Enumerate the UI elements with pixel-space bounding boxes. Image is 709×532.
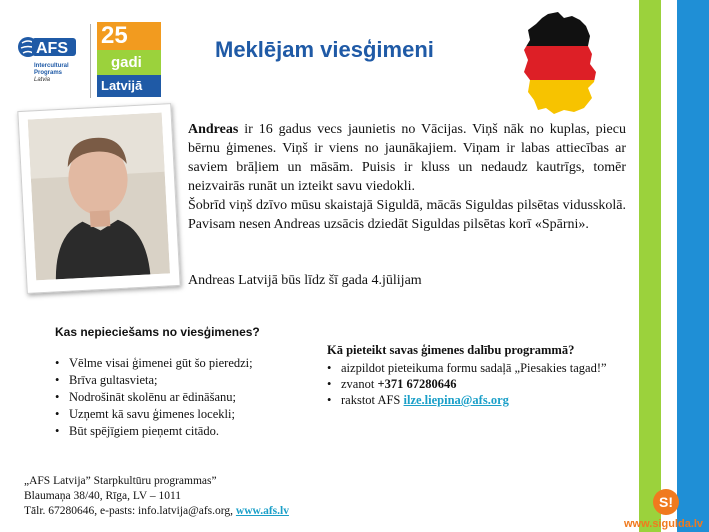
phone-number: +371 67280646: [377, 377, 457, 391]
afs-logo-line: Intercultural: [34, 63, 69, 69]
afs-logo-line: Programs: [34, 70, 63, 76]
stay-until: Andreas Latvijā būs līdz šī gada 4.jūlijam: [188, 273, 422, 288]
footer-contact: [24, 474, 289, 519]
footer-contacts: [24, 504, 289, 519]
sigulda-logo-icon: S!: [653, 489, 679, 515]
afs-globe-icon: [18, 33, 82, 61]
email-link[interactable]: ilze.liepina@afs.org: [403, 393, 509, 407]
email-prefix: rakstot AFS: [341, 393, 404, 407]
footer-org: „AFS Latvija” Starpkultūru programmas”: [24, 475, 217, 487]
svg-text:AFS: AFS: [36, 40, 68, 57]
list-item: [327, 376, 627, 392]
badge-number: 25: [97, 22, 161, 50]
anniversary-badge: [97, 22, 161, 100]
phone-prefix: zvanot: [341, 377, 378, 391]
list-item: • Brīva gultasvieta;: [55, 372, 315, 389]
list-item: • Uzņemt kā savu ģimenes locekli;: [55, 406, 315, 423]
footer-address: Blaumaņa 38/40, Rīga, LV – 1011: [24, 490, 182, 502]
page-title: Meklējam viesģimeni: [215, 37, 434, 62]
bio-paragraph: Šobrīd viņš dzīvo mūsu skaistajā Siguldā, mācās Siguldas pilsētas vidusskolā. Pavisam nesen Andreas uzsācis dziedāt Siguldas pilsētas korī «Spārni».: [188, 198, 626, 232]
sigulda-url[interactable]: www.sigulda.lv: [624, 518, 704, 530]
student-photo: [17, 103, 180, 294]
requirements-title: Kas nepieciešams no viesģimenes?: [55, 325, 260, 339]
afs-logo: [18, 33, 90, 95]
list-item: [327, 392, 627, 408]
footer-phone-email: Tālr. 67280646, e-pasts: info.latvija@afs.org,: [24, 505, 236, 517]
apply-list: [327, 360, 627, 408]
list-item: • Vēlme visai ģimenei gūt šo pieredzi;: [55, 355, 315, 372]
bio-paragraph: [188, 120, 626, 196]
website-link[interactable]: www.afs.lv: [235, 505, 289, 517]
decorative-stripe-green: [639, 0, 661, 532]
list-item: • aizpildot pieteikuma formu sadaļā „Piesakies tagad!”: [327, 360, 627, 376]
requirements-section: [55, 325, 315, 440]
badge-country: Latvijā: [97, 75, 161, 97]
apply-section: [327, 343, 627, 408]
decorative-stripe-blue: [677, 0, 709, 532]
bio-text: ir 16 gadus vecs jaunietis no Vācijas. Viņš nāk no kuplas, piecu bērnu ģimenes. Viņš ir viens no jaunākajiem. Viņam ir labas attiecības ar saviem brāļiem un māsām. Puisis ir kluss un nedaudz kautrīgs, tomēr neizvairās runāt un izteikt savu viedokli.: [188, 122, 626, 194]
requirements-list: [55, 355, 315, 440]
list-item: • Nodrošināt skolēnu ar ēdināšanu;: [55, 389, 315, 406]
list-item: • Būt spējīgiem pieņemt citādo.: [55, 423, 315, 440]
badge-word: gadi: [97, 50, 161, 75]
student-name: Andreas: [188, 122, 239, 137]
afs-logo-line: Latvia: [34, 77, 51, 83]
apply-title: Kā pieteikt savas ģimenes dalību programmā?: [327, 343, 575, 357]
germany-flag-map-icon: [518, 10, 602, 116]
student-bio: [188, 120, 626, 234]
decorative-stripe-white: [661, 0, 677, 532]
student-portrait: [28, 113, 170, 281]
logo-divider: [90, 24, 91, 98]
